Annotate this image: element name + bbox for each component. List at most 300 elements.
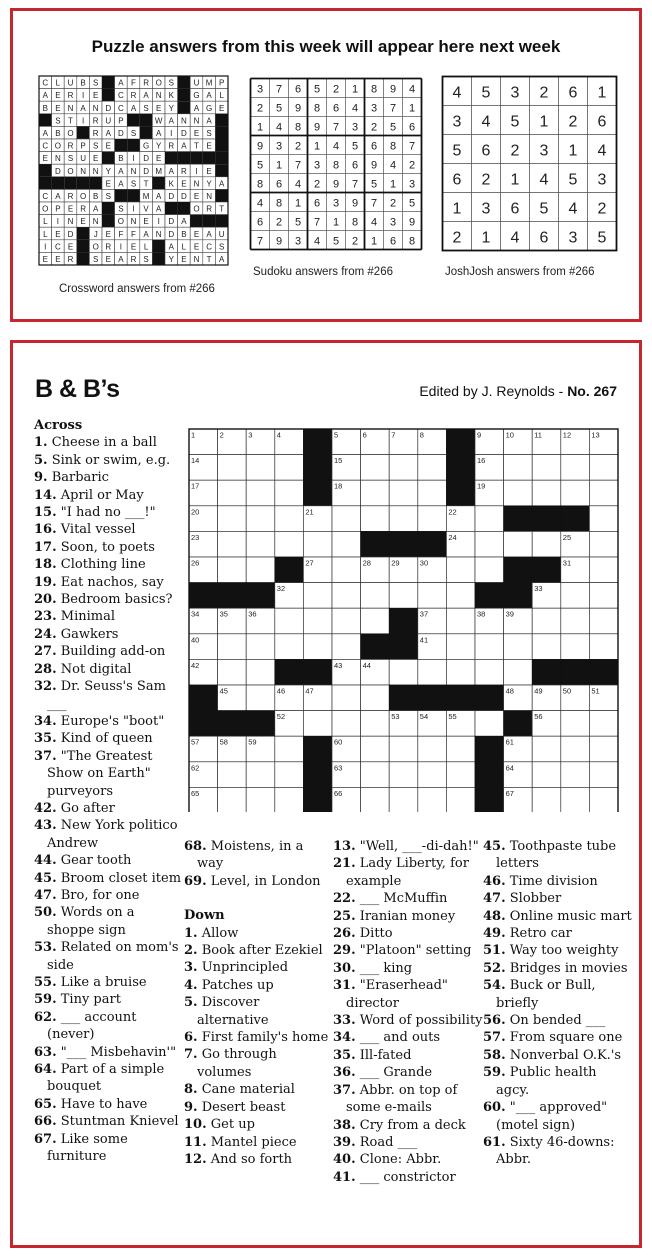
- clue-text: Get up: [206, 1117, 255, 1133]
- clue-text: ___ and outs: [355, 1030, 441, 1046]
- grid-cell[interactable]: [589, 583, 618, 609]
- grid-number: 37: [419, 609, 429, 619]
- grid-block: [389, 608, 418, 634]
- grid-cell[interactable]: [246, 557, 275, 583]
- clue-number: 66.: [34, 1114, 57, 1130]
- clue-number: 16.: [34, 522, 57, 538]
- answer-block: [215, 114, 228, 127]
- clue-number: 32.: [34, 679, 57, 695]
- sudoku-digit: 8: [351, 216, 359, 229]
- grid-block: [475, 685, 504, 711]
- answer-letter: R: [67, 192, 74, 201]
- grid-cell[interactable]: [361, 762, 390, 788]
- grid-cell[interactable]: [532, 531, 561, 557]
- grid-cell[interactable]: [218, 455, 247, 481]
- grid-cell[interactable]: [218, 531, 247, 557]
- answer-block: [102, 89, 115, 102]
- grid-cell[interactable]: [446, 659, 475, 685]
- crossword-grid: [188, 428, 620, 816]
- clues-column-4: [483, 838, 633, 1169]
- answer-letter: A: [156, 204, 162, 214]
- clue-text: Cheese in a ball: [47, 435, 157, 451]
- grid-cell[interactable]: [418, 583, 447, 609]
- answer-letter: N: [155, 91, 162, 101]
- answer-letter: A: [168, 116, 174, 126]
- clue-number: 35.: [333, 1047, 356, 1063]
- sudoku-digit: 6: [351, 159, 359, 172]
- clue-item: [184, 873, 332, 890]
- grid-cell[interactable]: [275, 455, 304, 481]
- sudoku-digit: 2: [294, 140, 302, 153]
- clue-text: Eat nachos, say: [56, 574, 164, 590]
- clue-text: Nonverbal O.K.'s: [505, 1047, 622, 1063]
- grid-cell[interactable]: [446, 634, 475, 660]
- clue-number: 42.: [34, 800, 57, 816]
- clue-text: ___ account (never): [47, 1009, 137, 1043]
- clue-item: [34, 974, 184, 991]
- clue-item: [34, 1044, 184, 1061]
- clue-text: Buck or Bull, briefly: [496, 978, 596, 1011]
- grid-cell[interactable]: [246, 531, 275, 557]
- sudoku-digit: 9: [294, 102, 302, 115]
- clue-item: [333, 977, 483, 1012]
- clue-text: Slobber: [505, 891, 562, 907]
- clue-item: [34, 452, 184, 469]
- clue-number: 2.: [184, 943, 198, 959]
- grid-cell[interactable]: [332, 608, 361, 634]
- answer-letter: W: [154, 116, 163, 126]
- sudoku-answers-caption: Sudoku answers from #266: [253, 266, 393, 278]
- grid-cell[interactable]: [303, 583, 332, 609]
- grid-cell[interactable]: [275, 608, 304, 634]
- answer-letter: E: [42, 255, 48, 264]
- answer-letter: E: [55, 91, 61, 101]
- answer-letter: E: [55, 255, 61, 264]
- grid-cell[interactable]: [589, 455, 618, 481]
- answer-letter: E: [156, 154, 162, 164]
- grid-number: 45: [219, 686, 228, 696]
- answer-letter: I: [44, 242, 47, 252]
- grid-cell[interactable]: [218, 787, 247, 812]
- grid-cell[interactable]: [446, 736, 475, 762]
- sudoku-digit: 4: [408, 83, 416, 96]
- grid-cell[interactable]: [389, 762, 418, 788]
- grid-number: 65: [191, 788, 200, 798]
- grid-cell[interactable]: [275, 506, 304, 532]
- grid-cell[interactable]: [589, 762, 618, 788]
- grid-cell[interactable]: [418, 736, 447, 762]
- answer-block: [39, 177, 52, 190]
- answer-block: [178, 152, 191, 165]
- grid-cell[interactable]: [418, 480, 447, 506]
- clue-item: [483, 942, 633, 959]
- grid-cell[interactable]: [589, 711, 618, 737]
- answer-letter: Y: [206, 179, 212, 189]
- clue-number: 17.: [34, 539, 57, 555]
- clue-number: 3.: [184, 960, 198, 976]
- joshjosh-digit: 2: [452, 229, 462, 247]
- answer-letter: O: [79, 192, 87, 201]
- grid-cell[interactable]: [332, 557, 361, 583]
- grid-cell[interactable]: [475, 659, 504, 685]
- grid-cell[interactable]: [303, 711, 332, 737]
- grid-cell[interactable]: [589, 480, 618, 506]
- answer-block: [178, 202, 191, 215]
- joshjosh-digit: 4: [510, 229, 520, 247]
- answer-block: [190, 152, 203, 165]
- grid-cell[interactable]: [475, 557, 504, 583]
- grid-cell[interactable]: [561, 480, 590, 506]
- grid-cell[interactable]: [475, 506, 504, 532]
- clue-number: 51.: [483, 943, 506, 959]
- answer-letter: U: [105, 116, 112, 126]
- clue-number: 49.: [483, 926, 506, 942]
- editor-label: Edited by J. Reynolds -: [419, 383, 568, 399]
- grid-cell[interactable]: [418, 506, 447, 532]
- clue-text: Kind of queen: [56, 731, 153, 747]
- clue-item: [333, 925, 483, 942]
- grid-cell[interactable]: [218, 634, 247, 660]
- answer-letter: R: [143, 78, 149, 88]
- answer-letter: S: [93, 255, 99, 264]
- grid-number: 10: [505, 430, 514, 440]
- joshjosh-digit: 3: [539, 142, 549, 160]
- joshjosh-digit: 2: [597, 200, 607, 218]
- grid-cell[interactable]: [475, 634, 504, 660]
- answer-block: [102, 202, 115, 215]
- answer-letter: E: [105, 179, 111, 189]
- clue-number: 23.: [34, 609, 57, 625]
- grid-cell[interactable]: [332, 583, 361, 609]
- grid-cell[interactable]: [446, 583, 475, 609]
- grid-cell[interactable]: [361, 685, 390, 711]
- answer-letter: T: [219, 204, 225, 214]
- grid-cell[interactable]: [389, 480, 418, 506]
- answer-block: [77, 227, 90, 240]
- grid-cell[interactable]: [246, 480, 275, 506]
- grid-cell[interactable]: [446, 608, 475, 634]
- grid-cell[interactable]: [589, 608, 618, 634]
- clue-text: Bridges in movies: [505, 960, 628, 976]
- grid-cell[interactable]: [504, 480, 533, 506]
- answer-block: [127, 114, 140, 127]
- grid-cell[interactable]: [361, 455, 390, 481]
- grid-cell[interactable]: [532, 608, 561, 634]
- answer-letter: F: [131, 229, 136, 239]
- grid-cell[interactable]: [389, 455, 418, 481]
- grid-cell[interactable]: [332, 711, 361, 737]
- grid-number: 6: [362, 430, 367, 440]
- answer-letter: A: [156, 192, 162, 201]
- sudoku-digit: 2: [313, 178, 321, 191]
- grid-cell[interactable]: [361, 608, 390, 634]
- grid-cell[interactable]: [389, 506, 418, 532]
- grid-cell[interactable]: [332, 634, 361, 660]
- crossword-answer-grid: [37, 74, 232, 274]
- sudoku-digit: 7: [313, 216, 321, 229]
- answer-letter: E: [193, 242, 200, 252]
- clue-number: 35.: [34, 731, 57, 747]
- clue-number: 24.: [34, 626, 57, 642]
- answer-letter: C: [42, 192, 49, 201]
- grid-cell[interactable]: [561, 787, 590, 812]
- grid-cell[interactable]: [561, 583, 590, 609]
- sudoku-digit: 1: [351, 83, 359, 96]
- grid-cell[interactable]: [389, 583, 418, 609]
- grid-cell[interactable]: [589, 736, 618, 762]
- grid-cell[interactable]: [361, 787, 390, 812]
- grid-cell[interactable]: [532, 480, 561, 506]
- clue-item: [333, 855, 483, 890]
- grid-number: 7: [391, 430, 396, 440]
- clue-number: 55.: [34, 975, 57, 990]
- grid-cell[interactable]: [332, 506, 361, 532]
- grid-cell[interactable]: [418, 762, 447, 788]
- grid-cell[interactable]: [446, 557, 475, 583]
- grid-cell[interactable]: [475, 711, 504, 737]
- grid-cell[interactable]: [361, 736, 390, 762]
- grid-cell[interactable]: [246, 659, 275, 685]
- grid-cell[interactable]: [532, 787, 561, 812]
- grid-cell[interactable]: [504, 531, 533, 557]
- answer-letter: A: [42, 91, 48, 101]
- clue-number: 62.: [34, 1009, 57, 1025]
- answer-block: [115, 189, 128, 202]
- grid-cell[interactable]: [589, 531, 618, 557]
- clue-item: [333, 1134, 483, 1151]
- grid-cell[interactable]: [561, 711, 590, 737]
- grid-number: 28: [362, 558, 371, 568]
- clue-text: Cry from a deck: [355, 1117, 466, 1133]
- answer-letter: E: [181, 179, 187, 189]
- sudoku-digit: 3: [313, 159, 321, 172]
- grid-cell[interactable]: [389, 736, 418, 762]
- clue-number: 53.: [34, 940, 57, 956]
- grid-cell[interactable]: [303, 531, 332, 557]
- grid-block: [246, 711, 275, 737]
- answer-letter: P: [80, 141, 86, 151]
- answer-letter: R: [206, 204, 212, 214]
- grid-cell[interactable]: [561, 608, 590, 634]
- answer-letter: D: [181, 192, 187, 201]
- answer-letter: E: [55, 229, 61, 239]
- clue-text: Tiny part: [56, 992, 121, 1008]
- grid-cell[interactable]: [218, 480, 247, 506]
- clue-number: 1.: [34, 435, 48, 451]
- sudoku-digit: 2: [408, 159, 416, 172]
- clue-text: Public health agcy.: [496, 1065, 597, 1098]
- joshjosh-digit: 6: [481, 142, 491, 160]
- grid-cell[interactable]: [532, 762, 561, 788]
- clue-number: 34.: [34, 713, 57, 729]
- grid-cell[interactable]: [218, 762, 247, 788]
- grid-cell[interactable]: [418, 455, 447, 481]
- grid-cell[interactable]: [532, 455, 561, 481]
- grid-block: [446, 429, 475, 455]
- clues-column-3: [333, 838, 483, 1186]
- answer-letter: A: [168, 242, 174, 252]
- grid-cell[interactable]: [589, 506, 618, 532]
- joshjosh-digit: 1: [568, 142, 578, 160]
- grid-cell[interactable]: [361, 583, 390, 609]
- grid-block: [303, 659, 332, 685]
- grid-cell[interactable]: [532, 634, 561, 660]
- clue-item: [483, 960, 633, 977]
- clue-number: 28.: [34, 661, 57, 677]
- clue-number: 10.: [184, 1117, 207, 1133]
- grid-cell[interactable]: [475, 531, 504, 557]
- grid-cell[interactable]: [361, 480, 390, 506]
- answer-letter: D: [67, 229, 74, 239]
- answer-letter: Y: [168, 103, 174, 113]
- answer-letter: S: [143, 255, 149, 264]
- grid-cell[interactable]: [446, 762, 475, 788]
- grid-cell[interactable]: [589, 634, 618, 660]
- grid-cell[interactable]: [532, 736, 561, 762]
- grid-cell[interactable]: [246, 787, 275, 812]
- grid-cell[interactable]: [561, 634, 590, 660]
- grid-cell[interactable]: [446, 787, 475, 812]
- grid-number: 13: [591, 430, 600, 440]
- clue-item: [34, 817, 184, 852]
- sudoku-digit: 7: [389, 102, 397, 115]
- clue-text: Moistens, in a way: [197, 839, 304, 872]
- grid-cell[interactable]: [589, 557, 618, 583]
- grid-cell[interactable]: [246, 762, 275, 788]
- grid-block: [218, 711, 247, 737]
- grid-cell[interactable]: [332, 531, 361, 557]
- grid-cell[interactable]: [275, 531, 304, 557]
- answer-block: [178, 76, 191, 89]
- grid-cell[interactable]: [275, 480, 304, 506]
- clue-item: [333, 890, 483, 907]
- grid-cell[interactable]: [275, 736, 304, 762]
- clue-text: Have to have: [56, 1096, 148, 1112]
- grid-cell[interactable]: [561, 455, 590, 481]
- clue-number: 63.: [34, 1044, 57, 1060]
- answer-letter: C: [118, 103, 124, 113]
- clue-number: 9.: [184, 1099, 198, 1115]
- clue-number: 34.: [333, 1030, 356, 1046]
- grid-cell[interactable]: [275, 787, 304, 812]
- grid-block: [189, 583, 218, 609]
- grid-cell[interactable]: [246, 634, 275, 660]
- clue-item: [34, 1131, 184, 1166]
- grid-cell[interactable]: [589, 787, 618, 812]
- answer-letter: R: [130, 91, 137, 101]
- grid-cell[interactable]: [303, 608, 332, 634]
- clue-number: 13.: [333, 839, 356, 854]
- grid-cell[interactable]: [246, 455, 275, 481]
- grid-cell[interactable]: [561, 736, 590, 762]
- clue-number: 31.: [333, 978, 356, 994]
- answer-letter: L: [55, 78, 61, 88]
- answer-letter: A: [118, 78, 124, 88]
- grid-cell[interactable]: [218, 659, 247, 685]
- grid-cell[interactable]: [418, 787, 447, 812]
- clue-text: Mantel piece: [206, 1134, 297, 1150]
- answer-letter: E: [67, 204, 74, 214]
- clue-text: "Well, ___-di-dah!": [355, 839, 479, 854]
- sudoku-digit: 1: [408, 102, 416, 115]
- answer-letter: A: [156, 129, 162, 138]
- grid-cell[interactable]: [504, 634, 533, 660]
- grid-number: 39: [505, 609, 514, 619]
- sudoku-digit: 5: [389, 121, 397, 134]
- clue-item: [333, 1012, 483, 1029]
- answer-letter: D: [168, 217, 175, 227]
- clue-number: 29.: [333, 943, 356, 959]
- answer-letter: U: [80, 154, 86, 164]
- answer-letter: E: [206, 166, 212, 176]
- answer-letter: I: [132, 204, 135, 214]
- sudoku-digit: 7: [256, 235, 264, 248]
- grid-cell[interactable]: [275, 762, 304, 788]
- grid-cell[interactable]: [361, 711, 390, 737]
- grid-cell[interactable]: [275, 634, 304, 660]
- clue-number: 4.: [184, 977, 198, 993]
- clue-text: Stuntman Knievel: [56, 1114, 179, 1130]
- puzzle-number: No. 267: [567, 383, 617, 399]
- grid-block: [418, 685, 447, 711]
- answer-letter: A: [219, 179, 225, 189]
- grid-number: 17: [191, 481, 200, 491]
- grid-block: [475, 762, 504, 788]
- grid-cell[interactable]: [504, 659, 533, 685]
- grid-number: 61: [505, 737, 514, 747]
- grid-cell[interactable]: [389, 659, 418, 685]
- sudoku-digit: 4: [275, 121, 283, 134]
- sudoku-digit: 7: [408, 140, 416, 153]
- joshjosh-digit: 6: [539, 229, 549, 247]
- grid-number: 67: [505, 788, 514, 798]
- clue-number: 8.: [184, 1082, 198, 1098]
- grid-cell[interactable]: [246, 506, 275, 532]
- answer-letter: O: [155, 78, 162, 88]
- grid-cell[interactable]: [332, 685, 361, 711]
- clue-text: And so forth: [206, 1151, 293, 1167]
- sudoku-digit: 7: [294, 159, 302, 172]
- grid-cell[interactable]: [389, 787, 418, 812]
- sudoku-digit: 9: [351, 197, 359, 210]
- grid-cell[interactable]: [361, 506, 390, 532]
- joshjosh-digit: 1: [481, 229, 491, 247]
- grid-cell[interactable]: [303, 634, 332, 660]
- grid-number: 34: [191, 609, 200, 619]
- answer-letter: N: [55, 154, 61, 164]
- grid-number: 26: [191, 558, 200, 568]
- answer-block: [152, 240, 165, 253]
- grid-cell[interactable]: [561, 762, 590, 788]
- answer-letter: A: [118, 179, 124, 189]
- answer-letter: A: [118, 166, 124, 176]
- joshjosh-digit: 5: [481, 84, 491, 102]
- grid-cell[interactable]: [418, 659, 447, 685]
- grid-cell[interactable]: [246, 685, 275, 711]
- grid-cell[interactable]: [504, 455, 533, 481]
- clue-item: [333, 1029, 483, 1046]
- sudoku-digit: 8: [313, 102, 321, 115]
- answer-block: [77, 126, 90, 139]
- grid-cell[interactable]: [218, 506, 247, 532]
- grid-cell[interactable]: [218, 557, 247, 583]
- answer-letter: A: [55, 192, 61, 201]
- sudoku-digit: 5: [294, 216, 302, 229]
- grid-block: [303, 480, 332, 506]
- clue-text: Time division: [505, 873, 598, 889]
- answer-letter: A: [181, 217, 187, 227]
- answer-block: [203, 152, 216, 165]
